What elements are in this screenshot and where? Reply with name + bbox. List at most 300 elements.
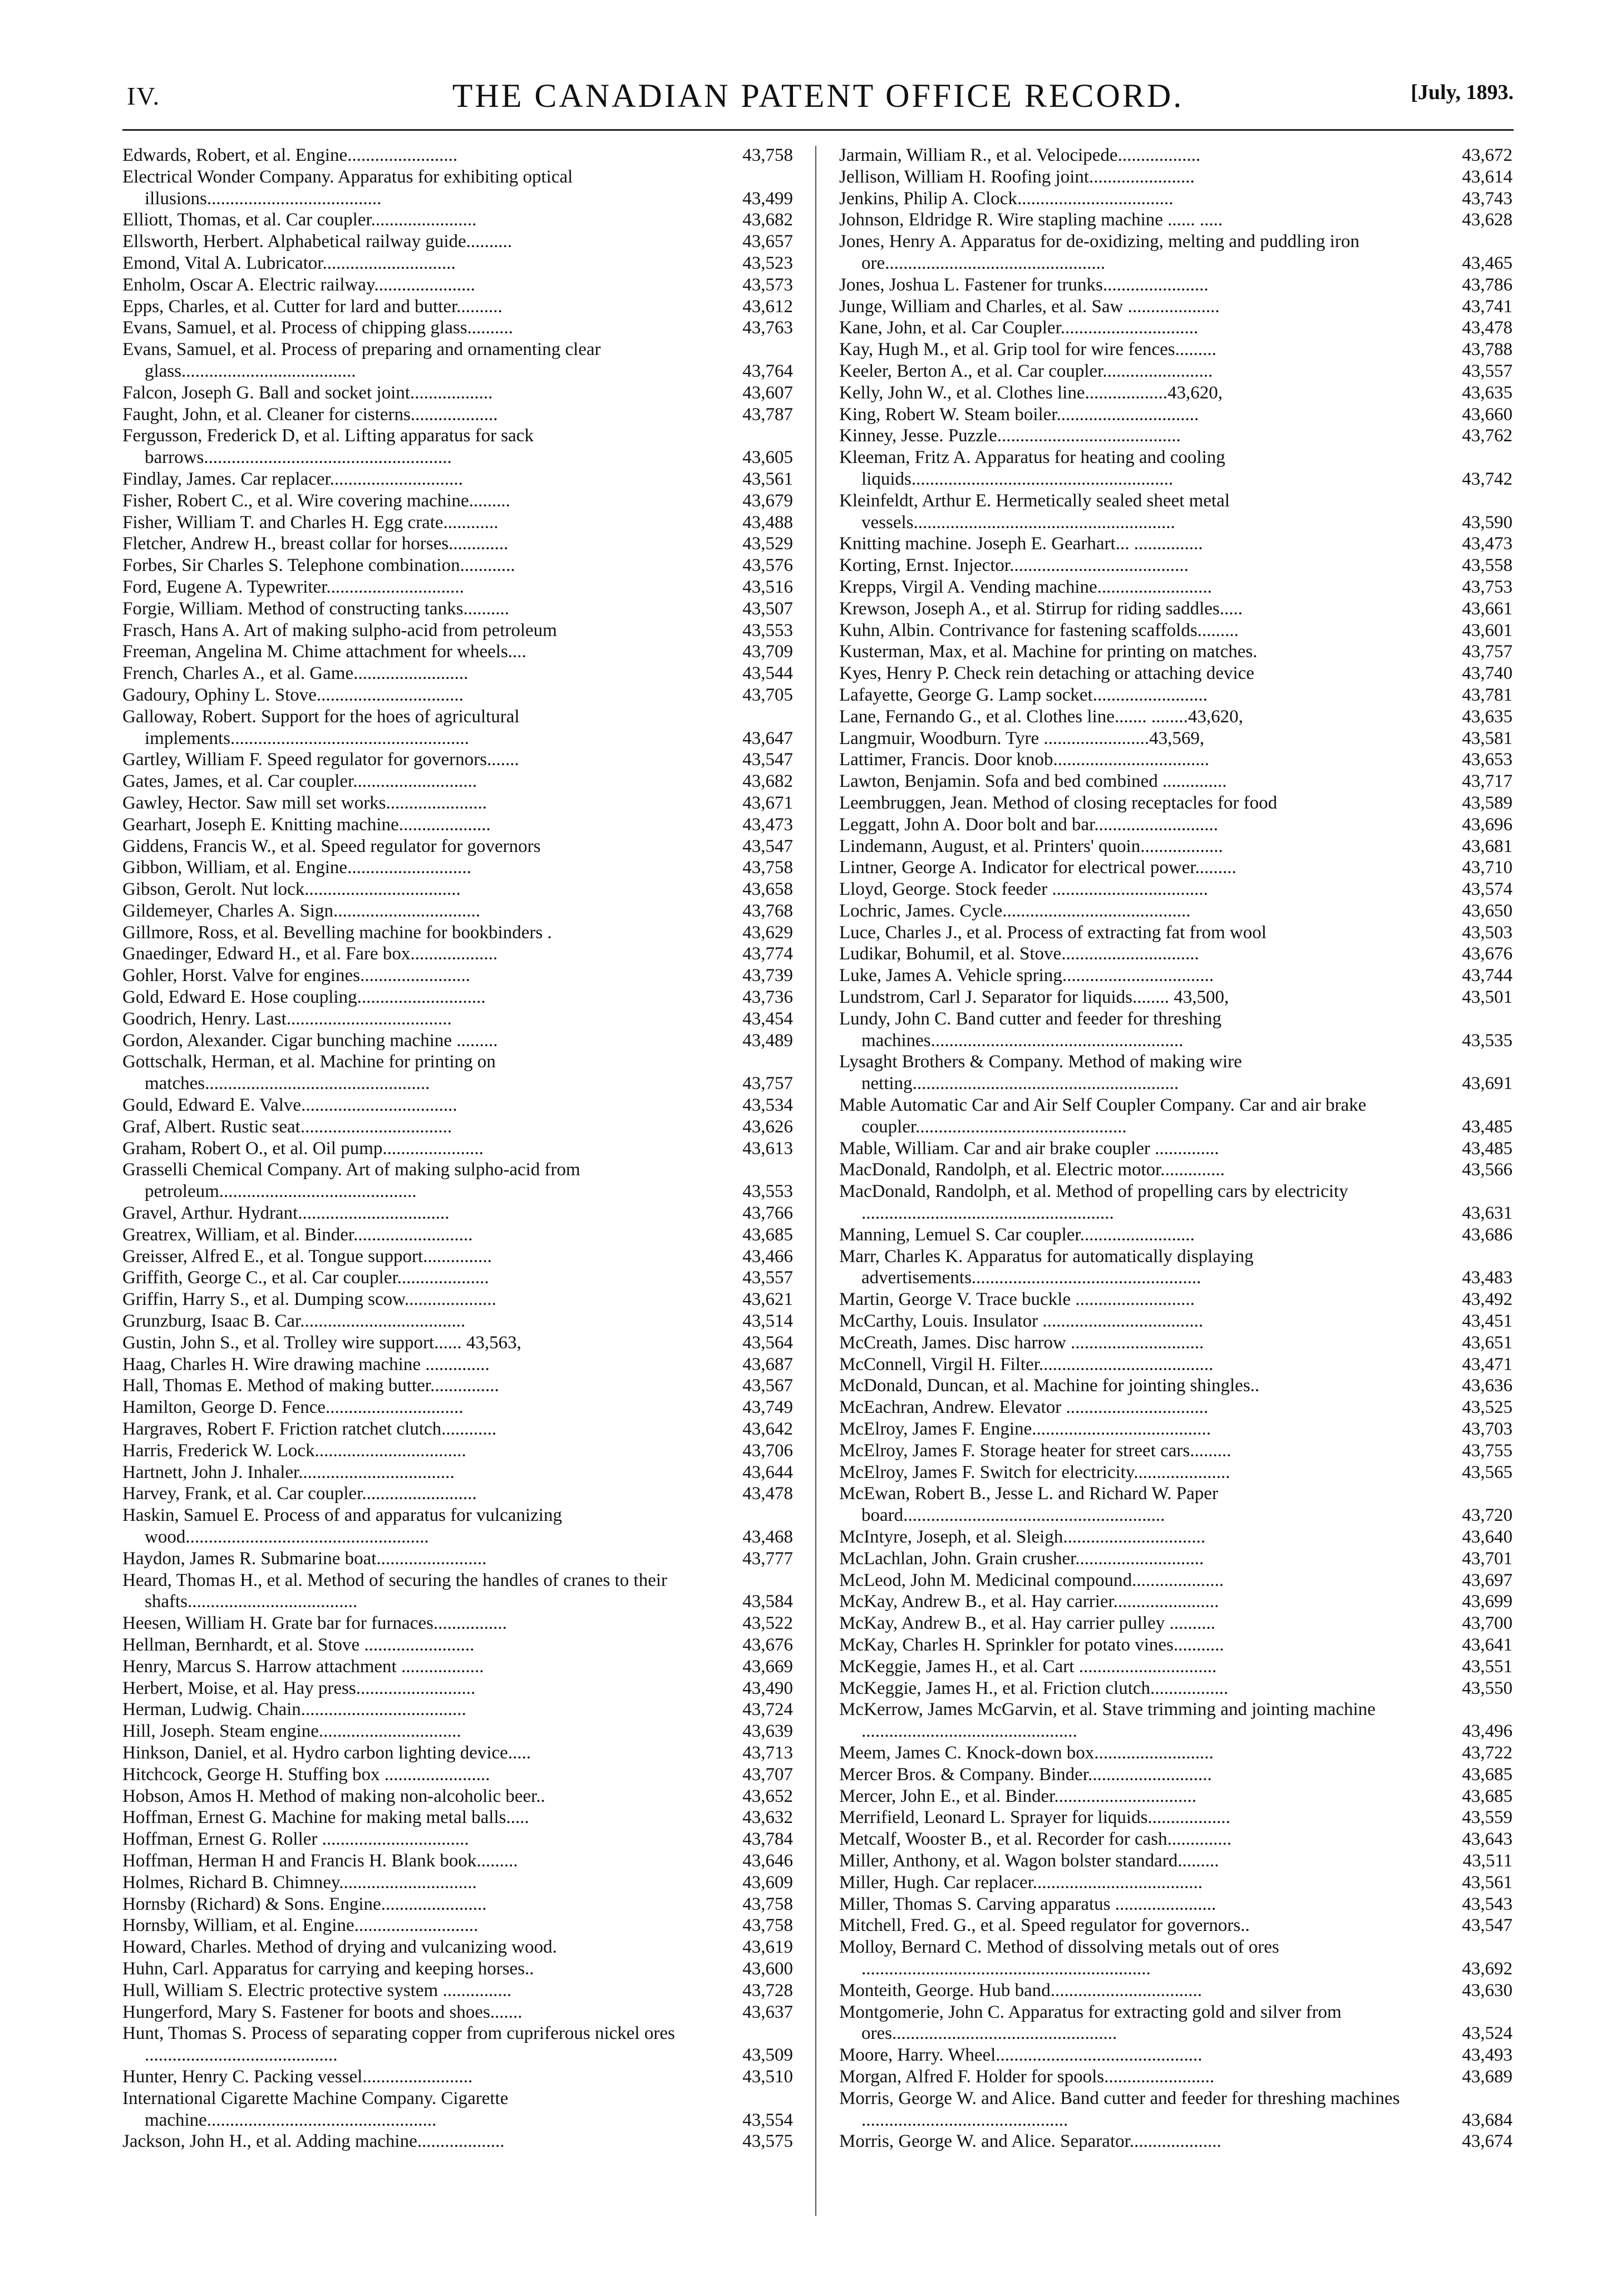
patent-number: 43,658	[742, 879, 793, 900]
patent-number: 43,534	[742, 1095, 793, 1116]
patent-number: 43,684	[1462, 2110, 1512, 2130]
index-entry	[122, 1246, 793, 1268]
index-entry	[122, 1980, 793, 2002]
entry-text: Galloway, Robert. Support for the hoes of agricultural implements....................................................	[122, 706, 520, 748]
index-entry	[839, 749, 1512, 771]
index-entry	[122, 253, 793, 274]
entry-text: Fisher, William T. and Charles H. Egg crate............	[122, 512, 499, 533]
entry-text: Gottschalk, Herman, et al. Machine for printing on matches.................................................	[122, 1052, 496, 1094]
patent-number: 43,640	[1462, 1527, 1512, 1547]
entry-text: Montgomerie, John C. Apparatus for extracting gold and silver from ores.................................................	[839, 2002, 1342, 2044]
entry-text: Mercer, John E., et al. Binder...............................	[839, 1786, 1197, 1806]
entry-text: Hunter, Henry C. Packing vessel........................	[122, 2066, 473, 2087]
patent-number: 43,786	[1462, 274, 1512, 295]
entry-text: Falcon, Joseph G. Ball and socket joint..................	[122, 382, 493, 403]
index-entry	[122, 684, 793, 706]
index-entry	[122, 1505, 793, 1548]
index-entry	[839, 1786, 1512, 1807]
index-entry	[122, 533, 793, 555]
index-entry	[839, 188, 1512, 210]
index-entry	[122, 1613, 793, 1634]
entry-text: Gould, Edward E. Valve..................................	[122, 1095, 457, 1116]
index-entry	[122, 1440, 793, 1462]
entry-text: French, Charles A., et al. Game.........................	[122, 663, 469, 684]
index-entry	[122, 1203, 793, 1224]
index-entry	[839, 1829, 1512, 1850]
patent-number: 43,510	[742, 2066, 793, 2087]
entry-text: Hornsby, William, et al. Engine...........................	[122, 1915, 479, 1936]
entry-text: Lloyd, George. Stock feeder ..................................	[839, 879, 1208, 900]
patent-number: 43,642	[742, 1419, 793, 1440]
patent-number: 43,465	[1462, 253, 1512, 273]
patent-number: 43,749	[742, 1397, 793, 1418]
index-entry	[839, 1440, 1512, 1462]
index-entry	[839, 728, 1512, 750]
entry-text: Hungerford, Mary S. Fastener for boots and shoes.......	[122, 2002, 523, 2022]
entry-text: Jones, Henry A. Apparatus for de-oxidizing, melting and puddling iron ore................................................	[839, 231, 1359, 273]
patent-number: 43,768	[742, 900, 793, 921]
entry-text: McCreath, James. Disc harrow .............................	[839, 1332, 1204, 1353]
entry-text: Marr, Charles K. Apparatus for automatically displaying advertisements..................................................	[839, 1246, 1254, 1288]
index-entry	[839, 1095, 1512, 1138]
index-entry	[839, 490, 1512, 534]
entry-text: Graham, Robert O., et al. Oil pump......................	[122, 1138, 484, 1159]
patent-number: 43,736	[742, 987, 793, 1008]
index-entry	[839, 1591, 1512, 1613]
patent-number: 43,787	[742, 404, 793, 425]
entry-text: Lawton, Benjamin. Sofa and bed combined ..............	[839, 771, 1227, 792]
index-entry	[839, 965, 1512, 987]
entry-text: McConnell, Virgil H. Filter......................................	[839, 1354, 1214, 1374]
entry-text: Kelly, John W., et al. Clothes line..................43,620,	[839, 382, 1223, 403]
entry-text: Holmes, Richard B. Chimney..............................	[122, 1872, 477, 1893]
index-entry	[122, 1095, 793, 1116]
patent-number: 43,703	[1462, 1419, 1512, 1440]
index-entry	[839, 1224, 1512, 1246]
index-entry	[839, 1634, 1512, 1656]
patent-number: 43,619	[742, 1937, 793, 1958]
entry-text: Kuhn, Albin. Contrivance for fastening scaffolds.........	[839, 620, 1239, 640]
patent-number: 43,553	[742, 620, 793, 640]
entry-text: Gohler, Horst. Valve for engines........................	[122, 965, 470, 986]
issue-date: [July, 1893.	[1411, 81, 1514, 104]
index-entry	[122, 209, 793, 231]
entry-text: Krewson, Joseph A., et al. Stirrup for riding saddles.....	[839, 598, 1243, 619]
index-entry	[122, 922, 793, 944]
entry-text: Hobson, Amos H. Method of making non-alcoholic beer..	[122, 1786, 545, 1806]
entry-text: Gates, James, et al. Car coupler...........................	[122, 771, 477, 792]
index-entry	[122, 1159, 793, 1203]
entry-text: Ford, Eugene A. Typewriter..............................	[122, 577, 464, 597]
entry-text: McKay, Andrew B., et al. Hay carrier pulley ..........	[839, 1613, 1215, 1634]
entry-text: Lintner, George A. Indicator for electrical power.........	[839, 858, 1236, 878]
entry-text: Haydon, James R. Submarine boat........................	[122, 1548, 487, 1569]
index-entry	[839, 1310, 1512, 1332]
entry-text: Hargraves, Robert F. Friction ratchet clutch............	[122, 1419, 497, 1440]
patent-number: 43,553	[742, 1181, 793, 1202]
patent-number: 43,757	[1462, 642, 1512, 662]
index-entry	[839, 1807, 1512, 1829]
patent-number: 43,781	[1462, 684, 1512, 705]
entry-text: Meem, James C. Knock-down box..........................	[839, 1742, 1214, 1763]
patent-number: 43,601	[1462, 620, 1512, 640]
patent-number: 43,681	[1462, 836, 1512, 856]
patent-number: 43,743	[1462, 188, 1512, 209]
index-entry	[839, 1850, 1512, 1872]
index-entry	[839, 1375, 1512, 1397]
entry-text: Jackson, John H., et al. Adding machine...................	[122, 2131, 505, 2152]
index-entry	[839, 814, 1512, 836]
header-rule	[122, 129, 1514, 131]
index-entry	[122, 166, 793, 210]
patent-number: 43,509	[742, 2045, 793, 2066]
entry-text: Grasselli Chemical Company. Art of making sulpho-acid from petroleum...........................................	[122, 1160, 580, 1202]
entry-text: Freeman, Angelina M. Chime attachment for wheels....	[122, 642, 526, 662]
index-entry	[122, 1764, 793, 1786]
entry-text: Greisser, Alfred E., et al. Tongue support...............	[122, 1246, 492, 1267]
entry-text: Hunt, Thomas S. Process of separating copper from cupriferous nickel ores ..........................................	[122, 2023, 675, 2066]
entry-text: Metcalf, Wooster B., et al. Recorder for cash..............	[839, 1829, 1232, 1850]
entry-text: Goodrich, Henry. Last....................................	[122, 1008, 452, 1029]
index-entry	[122, 1332, 793, 1354]
patent-number: 43,551	[1462, 1656, 1512, 1677]
index-entry	[122, 1051, 793, 1095]
index-entry	[122, 490, 793, 512]
patent-number: 43,650	[1462, 900, 1512, 921]
index-entry	[122, 943, 793, 965]
patent-number: 43,788	[1462, 339, 1512, 360]
index-entry	[839, 1289, 1512, 1310]
index-entry	[122, 1267, 793, 1289]
entry-text: Griffith, George C., et al. Car coupler....................	[122, 1268, 489, 1288]
patent-number: 43,651	[1462, 1332, 1512, 1353]
patent-number: 43,499	[742, 188, 793, 209]
index-entry	[122, 296, 793, 318]
entry-text: Lundstrom, Carl J. Separator for liquids........ 43,500,	[839, 987, 1229, 1008]
entry-text: Molloy, Bernard C. Method of dissolving metals out of ores ...............................................................	[839, 1937, 1279, 1979]
index-entry	[839, 2066, 1512, 2088]
entry-text: Jones, Joshua L. Fastener for trunks.......................	[839, 274, 1209, 295]
index-entry	[122, 900, 793, 922]
patent-number: 43,626	[742, 1116, 793, 1137]
index-entry	[839, 1159, 1512, 1181]
patent-number: 43,653	[1462, 750, 1512, 770]
entry-text: McKeggie, James H., et al. Friction clutch.................	[839, 1678, 1229, 1698]
patent-number: 43,561	[742, 469, 793, 489]
patent-number: 43,566	[1462, 1160, 1512, 1180]
index-entry	[839, 317, 1512, 339]
index-entry	[839, 296, 1512, 318]
entry-text: Kleinfeldt, Arthur E. Hermetically sealed sheet metal vessels.........................................................	[839, 490, 1230, 533]
patent-number: 43,669	[742, 1656, 793, 1677]
entry-text: Hall, Thomas E. Method of making butter...............	[122, 1376, 499, 1396]
index-entry	[122, 512, 793, 534]
index-entry	[122, 641, 793, 663]
entry-text: McLachlan, John. Grain crusher............................	[839, 1548, 1204, 1569]
patent-number: 43,632	[742, 1807, 793, 1828]
patent-number: 43,699	[1462, 1592, 1512, 1612]
entry-text: Hellman, Bernhardt, et al. Stove ........................	[122, 1634, 475, 1655]
index-entry	[122, 382, 793, 404]
entry-text: Gibbon, William, et al. Engine...........................	[122, 858, 471, 878]
index-entry	[839, 771, 1512, 792]
entry-text: Miller, Thomas S. Carving apparatus ......................	[839, 1894, 1216, 1914]
patent-number: 43,686	[1462, 1224, 1512, 1245]
entry-text: International Cigarette Machine Company. Cigarette machine..................................................	[122, 2088, 509, 2130]
patent-number: 43,636	[1462, 1376, 1512, 1396]
patent-number: 43,605	[742, 447, 793, 468]
index-entry	[122, 1030, 793, 1052]
index-entry	[122, 231, 793, 253]
index-entry	[839, 1418, 1512, 1440]
index-entry	[839, 900, 1512, 922]
entry-text: Mable, William. Car and air brake coupler ..............	[839, 1138, 1219, 1159]
patent-number: 43,758	[742, 1894, 793, 1914]
entry-text: Monteith, George. Hub band.................................	[839, 1980, 1202, 2001]
index-entry	[839, 1915, 1512, 1937]
index-entry	[839, 1656, 1512, 1678]
entry-text: Frasch, Hans A. Art of making sulpho-acid from petroleum	[122, 620, 557, 640]
index-entry	[839, 555, 1512, 577]
index-entry	[839, 166, 1512, 188]
entry-text: Jellison, William H. Roofing joint.......................	[839, 166, 1195, 187]
index-entry	[839, 1894, 1512, 1915]
patent-number: 43,685	[1462, 1764, 1512, 1785]
entry-text: Lindemann, August, et al. Printers' quoin..................	[839, 836, 1223, 856]
patent-number: 43,774	[742, 944, 793, 964]
patent-number: 43,483	[1462, 1268, 1512, 1288]
index-entry	[122, 663, 793, 684]
entry-text: Lattimer, Francis. Door knob..................................	[839, 750, 1210, 770]
index-entry	[122, 792, 793, 814]
entry-text: Graf, Albert. Rustic seat.................................	[122, 1116, 452, 1137]
patent-number: 43,741	[1462, 296, 1512, 317]
index-entry	[122, 1008, 793, 1030]
patent-number: 43,689	[1462, 2066, 1512, 2087]
entry-text: Gold, Edward E. Hose coupling............................	[122, 987, 486, 1008]
patent-number: 43,514	[742, 1311, 793, 1332]
entry-text: Findlay, James. Car replacer.............................	[122, 469, 463, 489]
entry-text: Henry, Marcus S. Harrow attachment ..................	[122, 1656, 484, 1677]
index-entry	[839, 2088, 1512, 2131]
patent-number: 43,451	[1462, 1311, 1512, 1332]
patent-number: 43,660	[1462, 404, 1512, 425]
index-entry	[839, 2002, 1512, 2045]
index-entry	[122, 1915, 793, 1937]
patent-number: 43,485	[1462, 1138, 1512, 1159]
index-entry	[122, 1310, 793, 1332]
index-entry	[122, 1483, 793, 1505]
entry-text: McCarthy, Louis. Insulator ...................................	[839, 1311, 1204, 1332]
patent-number: 43,753	[1462, 577, 1512, 597]
patent-number: 43,763	[742, 318, 793, 338]
entry-text: Mable Automatic Car and Air Self Coupler Company. Car and air brake coupler..............................................	[839, 1095, 1367, 1137]
index-entry	[122, 1375, 793, 1397]
entry-text: Gartley, William F. Speed regulator for governors.......	[122, 750, 519, 770]
entry-text: Greatrex, William, et al. Binder..........................	[122, 1224, 473, 1245]
patent-number: 43,696	[1462, 814, 1512, 835]
entry-text: McElroy, James F. Switch for electricity.....................	[839, 1462, 1230, 1482]
entry-text: Elliott, Thomas, et al. Car coupler.......................	[122, 210, 477, 230]
patent-number: 43,473	[742, 814, 793, 835]
entry-text: Hoffman, Herman H and Francis H. Blank book.........	[122, 1850, 518, 1871]
index-entry	[839, 663, 1512, 684]
patent-number: 43,639	[742, 1721, 793, 1742]
entry-text: Korting, Ernst. Injector.......................................	[839, 555, 1189, 576]
patent-number: 43,739	[742, 965, 793, 986]
index-entry	[839, 706, 1512, 728]
index-entry	[122, 1872, 793, 1894]
index-entry	[839, 1483, 1512, 1526]
entry-text: McLeod, John M. Medicinal compound....................	[839, 1570, 1224, 1590]
index-entry	[122, 425, 793, 469]
index-entry	[122, 987, 793, 1008]
index-entry	[122, 1786, 793, 1807]
entry-text: Heard, Thomas H., et al. Method of securing the handles of cranes to their shafts.....................................	[122, 1570, 668, 1612]
patent-number: 43,607	[742, 382, 793, 403]
patent-number: 43,507	[742, 598, 793, 619]
entry-text: Johnson, Eldridge R. Wire stapling machine ...... .....	[839, 210, 1223, 230]
patent-number: 43,742	[1462, 469, 1512, 489]
index-entry	[122, 1462, 793, 1484]
patent-number: 43,635	[1462, 382, 1512, 403]
patent-number: 43,685	[1462, 1786, 1512, 1806]
index-entry	[839, 231, 1512, 274]
entry-text: Krepps, Virgil A. Vending machine.........................	[839, 577, 1212, 597]
patent-number: 43,728	[742, 1980, 793, 2001]
index-entry	[839, 1699, 1512, 1742]
entry-text: Gadoury, Ophiny L. Stove................................	[122, 684, 464, 705]
entry-text: Heesen, William H. Grate bar for furnaces................	[122, 1613, 507, 1634]
entry-text: Hartnett, John J. Inhaler..................................	[122, 1462, 455, 1482]
patent-number: 43,550	[1462, 1678, 1512, 1698]
patent-number: 43,629	[742, 922, 793, 943]
entry-text: Howard, Charles. Method of drying and vulcanizing wood.	[122, 1937, 557, 1958]
patent-number: 43,641	[1462, 1634, 1512, 1655]
patent-number: 43,524	[1462, 2023, 1512, 2044]
patent-number: 43,490	[742, 1678, 793, 1698]
patent-number: 43,575	[742, 2131, 793, 2152]
entry-text: McElroy, James F. Engine.......................................	[839, 1419, 1211, 1440]
index-entry	[122, 555, 793, 577]
index-entry	[122, 2023, 793, 2066]
patent-number: 43,573	[742, 274, 793, 295]
index-entry	[839, 1397, 1512, 1418]
entry-text: Hamilton, George D. Fence..............................	[122, 1397, 464, 1418]
patent-number: 43,523	[742, 253, 793, 273]
index-entry	[839, 1462, 1512, 1484]
index-entry	[839, 987, 1512, 1008]
index-entry	[839, 922, 1512, 944]
entry-text: Kusterman, Max, et al. Machine for printing on matches.	[839, 642, 1258, 662]
patent-number: 43,492	[1462, 1289, 1512, 1310]
index-entry	[839, 857, 1512, 879]
patent-number: 43,777	[742, 1548, 793, 1569]
patent-number: 43,590	[1462, 512, 1512, 533]
patent-number: 43,762	[1462, 426, 1512, 446]
patent-number: 43,700	[1462, 1613, 1512, 1634]
index-column-left	[122, 145, 793, 2152]
patent-number: 43,722	[1462, 1742, 1512, 1763]
patent-number: 43,724	[742, 1699, 793, 1720]
patent-number: 43,652	[742, 1786, 793, 1806]
patent-number: 43,691	[1462, 1073, 1512, 1094]
index-entry	[122, 1656, 793, 1678]
index-entry	[122, 749, 793, 771]
patent-number: 43,710	[1462, 858, 1512, 878]
index-entry	[122, 1418, 793, 1440]
index-entry	[122, 1397, 793, 1418]
entry-text: Knitting machine. Joseph E. Gearhart... ...............	[839, 534, 1203, 554]
patent-number: 43,613	[742, 1138, 793, 1159]
entry-text: Fisher, Robert C., et al. Wire covering machine.........	[122, 490, 510, 511]
entry-text: Kane, John, et al. Car Coupler..............................	[839, 318, 1199, 338]
index-entry	[839, 1613, 1512, 1634]
entry-text: Haag, Charles H. Wire drawing machine ..............	[122, 1354, 490, 1374]
entry-text: Herbert, Moise, et al. Hay press..........................	[122, 1678, 476, 1698]
entry-text: Kyes, Henry P. Check rein detaching or attaching device	[839, 663, 1254, 684]
entry-text: Junge, William and Charles, et al. Saw ....................	[839, 296, 1220, 317]
entry-text: Forgie, William. Method of constructing tanks..........	[122, 598, 509, 619]
index-entry	[839, 1246, 1512, 1289]
patent-number: 43,547	[742, 836, 793, 856]
entry-text: Leggatt, John A. Door bolt and bar...........................	[839, 814, 1219, 835]
patent-number: 43,511	[1462, 1850, 1512, 1871]
entry-text: McKay, Andrew B., et al. Hay carrier.......................	[839, 1592, 1219, 1612]
index-entry	[839, 879, 1512, 900]
entry-text: Enholm, Oscar A. Electric railway......................	[122, 274, 475, 295]
entry-text: Keeler, Berton A., et al. Car coupler........................	[839, 361, 1213, 381]
patent-number: 43,567	[742, 1376, 793, 1396]
index-entry	[839, 641, 1512, 663]
patent-number: 43,758	[742, 145, 793, 165]
entry-text: McEachran, Andrew. Elevator ...............................	[839, 1397, 1209, 1418]
index-entry	[122, 1570, 793, 1613]
patent-number: 43,547	[742, 750, 793, 770]
index-entry	[122, 1634, 793, 1656]
index-entry	[122, 2131, 793, 2152]
patent-number: 43,478	[742, 1484, 793, 1504]
entry-text: McElroy, James F. Storage heater for street cars.........	[839, 1440, 1231, 1461]
patent-number: 43,621	[742, 1289, 793, 1310]
patent-number: 43,478	[1462, 318, 1512, 338]
patent-number: 43,547	[1462, 1915, 1512, 1936]
entry-text: Miller, Hugh. Car replacer.....................................	[839, 1872, 1203, 1893]
patent-number: 43,643	[1462, 1829, 1512, 1850]
entry-text: Epps, Charles, et al. Cutter for lard and butter..........	[122, 296, 502, 317]
patent-number: 43,543	[1462, 1894, 1512, 1914]
index-entry	[839, 1526, 1512, 1548]
patent-number: 43,682	[742, 771, 793, 792]
entry-text: Luce, Charles J., et al. Process of extracting fat from wool	[839, 922, 1267, 943]
patent-number: 43,720	[1462, 1505, 1512, 1526]
entry-text: Leembruggen, Jean. Method of closing receptacles for food	[839, 792, 1278, 813]
index-entry	[839, 1008, 1512, 1052]
patent-number: 43,644	[742, 1462, 793, 1482]
index-entry	[839, 1354, 1512, 1376]
patent-number: 43,717	[1462, 771, 1512, 792]
index-entry	[122, 1116, 793, 1138]
patent-number: 43,637	[742, 2002, 793, 2022]
entry-text: Grunzburg, Isaac B. Car....................................	[122, 1311, 466, 1332]
index-entry	[122, 1807, 793, 1829]
entry-text: Electrical Wonder Company. Apparatus for exhibiting optical illusions......................................	[122, 166, 573, 209]
patent-number: 43,522	[742, 1613, 793, 1634]
patent-number: 43,697	[1462, 1570, 1512, 1590]
entry-text: Jarmain, William R., et al. Velocipede..................	[839, 145, 1201, 165]
entry-text: Harvey, Frank, et al. Car coupler.........................	[122, 1484, 477, 1504]
entry-text: Morris, George W. and Alice. Separator....................	[839, 2131, 1221, 2152]
